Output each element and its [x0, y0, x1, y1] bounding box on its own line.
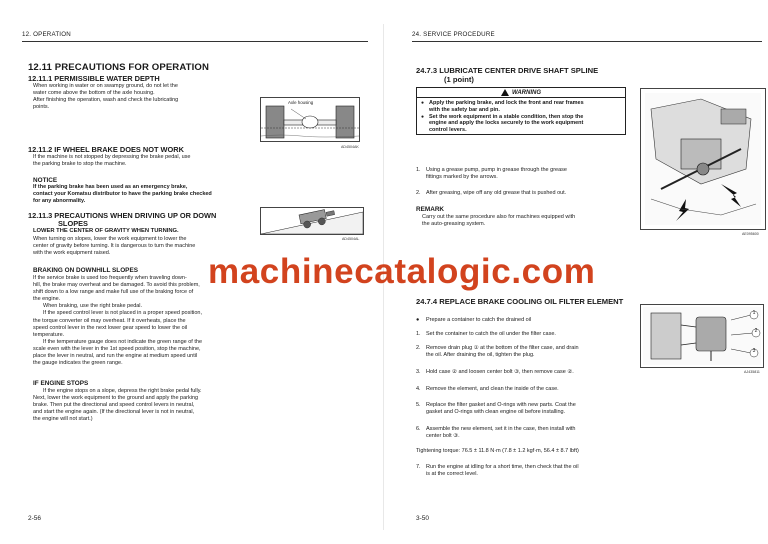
lower-center-title: LOWER THE CENTER OF GRAVITY WHEN TURNING.: [33, 228, 179, 234]
remark-title: REMARK: [416, 206, 445, 213]
figure-code: AJ435811: [744, 370, 760, 374]
lubricate-title-cont: (1 point): [444, 75, 474, 84]
text-line: When braking, use the right brake pedal.: [43, 303, 143, 310]
text-line: If the temperature gauge does not indicate the green range of the: [43, 338, 203, 345]
step-number: 2.: [416, 190, 421, 196]
text-line: with the work equipment raised.: [33, 250, 111, 257]
text-line: points.: [33, 104, 50, 111]
text-line: If the engine stops on a slope, depress the right brake pedal fully.: [43, 388, 202, 394]
bullet-icon: ●: [416, 317, 420, 323]
filter-step-4: [416, 386, 634, 394]
braking-title: BRAKING ON DOWNHILL SLOPES: [33, 267, 138, 274]
notice-title: NOTICE: [33, 177, 58, 184]
wheel-brake-title: 12.11.2 IF WHEEL BRAKE DOES NOT WORK: [28, 145, 184, 154]
slopes-title-cont: SLOPES: [58, 219, 88, 228]
step-text: [426, 190, 634, 197]
warning-item: [429, 114, 621, 134]
text-line: center of gravity before turning. It is dangerous to turn the machine: [33, 243, 196, 250]
step-number: 2.: [416, 345, 421, 351]
warning-item: [429, 100, 621, 114]
text-line: Replace the filter gasket and O-rings with new parts. Coat the: [426, 402, 576, 408]
filter-title: 24.7.4 REPLACE BRAKE COOLING OIL FILTER ELEMENT: [416, 297, 624, 306]
step-text: [426, 426, 634, 440]
filter-step-1: [416, 331, 634, 339]
axle-housing-label: Axle housing: [288, 100, 314, 105]
text-line: speed control lever in the next lower gear speed to lower the oil: [33, 324, 188, 331]
water-depth-title: 12.11.1 PERMISSIBLE WATER DEPTH: [28, 74, 160, 83]
water-depth-text: [33, 83, 258, 111]
wheel-brake-text: [33, 154, 273, 168]
text-line: When working in water or on swampy ground, do not let the: [33, 83, 178, 89]
lubricate-step-2: [416, 190, 634, 199]
figure-code: AD4504AL: [342, 237, 360, 241]
text-line: After finishing the operation, wash and check the lubricating: [33, 97, 179, 104]
text-line: the oil. After draining the oil, tighten the plug.: [426, 352, 535, 359]
text-line: with the safety bar and pin.: [429, 106, 500, 113]
text-line: Using a grease pump, pump in grease through the grease: [426, 167, 567, 173]
text-line: the gauge indicates the green range.: [33, 360, 123, 367]
right-page-header: [412, 28, 762, 42]
left-header-text: 12. OPERATION: [22, 31, 71, 38]
callout-1: 1: [752, 310, 756, 316]
figure-code: AD4504AK: [341, 145, 359, 149]
step-text: [426, 464, 634, 478]
slope-figure: [260, 207, 364, 235]
text-line: If the machine is not stopped by depressing the brake pedal, use: [33, 154, 191, 160]
watermark-text: machinecatalogic.com: [208, 252, 596, 291]
filter-step-3: [416, 369, 634, 377]
text-line: When turning on slopes, lower the work equipment to lower the: [33, 236, 187, 242]
text-line: engine and apply the locks securely to the work equipment: [429, 120, 584, 127]
lubricate-title: 24.7.3 LUBRICATE CENTER DRIVE SHAFT SPLINE: [416, 66, 599, 75]
drive-shaft-drawing: [641, 89, 765, 229]
text-line: Remove the element, and clean the inside of the case.: [426, 386, 559, 392]
filter-figure: [640, 304, 764, 368]
text-line: temperature.: [33, 331, 65, 338]
filter-step-2: [416, 345, 634, 361]
warning-header: [417, 88, 625, 98]
text-line: the engine will not start.): [33, 416, 93, 423]
step-number: 4.: [416, 386, 421, 392]
tightening-torque: Tightening torque: 76.5 ± 11.8 N·m (7.8 ± 1.2 kgf·m, 56.4 ± 8.7 lbft): [416, 448, 579, 454]
step-text: [426, 386, 634, 393]
section-title: 12.11 PRECAUTIONS FOR OPERATION: [28, 62, 209, 73]
filter-step-5: [416, 402, 634, 418]
step-number: 3.: [416, 369, 421, 375]
text-line: center bolt ③.: [426, 433, 460, 440]
step-number: 5.: [416, 402, 421, 408]
notice-text: [33, 184, 278, 205]
text-line: Assemble the new element, set it in the case, then install with: [426, 426, 576, 432]
text-line: place the lever in neutral, and run the engine at medium speed until: [33, 353, 198, 360]
text-line: contact your Komatsu distributor to have the parking brake checked: [33, 191, 212, 198]
callout-3: 3: [752, 348, 756, 354]
text-line: scale even with the lever in the 1st speed position, stop the machine,: [33, 345, 201, 352]
text-line: fittings marked by the arrows.: [426, 174, 498, 181]
text-line: water come above the bottom of the axle housing.: [33, 90, 155, 97]
step-text: [426, 369, 634, 376]
left-page-header: [22, 28, 368, 42]
text-line: After greasing, wipe off any old grease that is pushed out.: [426, 190, 567, 196]
warning-box: [416, 87, 626, 135]
text-line: the torque converter oil may overheat. If it overheats, place the: [33, 317, 186, 324]
figure-code: AE095600: [742, 232, 759, 236]
step-text: [426, 331, 634, 338]
text-line: Remove drain plug ① at the bottom of the filter case, and drain: [426, 345, 579, 351]
text-line: gasket and O-rings with clean engine oil before installing.: [426, 409, 566, 416]
step-number: 7.: [416, 464, 421, 470]
text-line: the parking brake to stop the machine.: [33, 161, 127, 168]
warning-icon: [501, 89, 509, 96]
right-header-text: 24. SERVICE PROCEDURE: [412, 31, 495, 38]
text-line: is at the correct level.: [426, 471, 478, 478]
step-number: 6.: [416, 426, 421, 432]
filter-step-6: [416, 426, 634, 442]
text-line: the engine.: [33, 296, 61, 303]
engine-stops-text: [33, 388, 278, 423]
step-text: [426, 345, 634, 359]
bullet-text: Prepare a container to catch the drained oil: [426, 317, 532, 323]
step-number: 1.: [416, 167, 421, 173]
text-line: Carry out the same procedure also for machines equipped with: [422, 214, 576, 220]
left-page-number: 2-56: [28, 515, 42, 522]
text-line: ● Set the work equipment in a stable condition, then stop the: [429, 113, 584, 120]
text-line: hill, the brake may overheat and be damaged. To avoid this problem,: [33, 282, 200, 289]
text-line: If the service brake is used too frequently when traveling down-: [33, 275, 187, 281]
axle-housing-figure: [260, 97, 360, 142]
lubricate-step-1: [416, 167, 634, 183]
text-line: Next, lower the work equipment to the ground and apply the parking: [33, 395, 199, 402]
remark-text: [422, 214, 637, 228]
text-line: Hold case ② and loosen center bolt ③, then remove case ②.: [426, 369, 574, 375]
warning-body: [417, 98, 625, 136]
step-text: [426, 402, 634, 416]
text-line: Set the container to catch the oil under the filter case.: [426, 331, 556, 337]
filter-step-7: [416, 464, 634, 480]
step-number: 1.: [416, 331, 421, 337]
right-page-number: 3-50: [416, 515, 430, 522]
text-line: shift down to a low range and make full use of the braking force of: [33, 289, 194, 296]
drive-shaft-figure: [640, 88, 766, 230]
text-line: for any abnormality.: [33, 198, 86, 205]
text-line: control levers.: [429, 127, 467, 134]
text-line: the auto-greasing system.: [422, 221, 486, 228]
text-line: brake. Then put the directional and speed control levers in neutral,: [33, 402, 195, 409]
text-line: and start the engine again. (If the directional lever is not in neutral,: [33, 409, 195, 416]
slopes-title: 12.11.3 PRECAUTIONS WHEN DRIVING UP OR DOWN: [28, 211, 217, 220]
callout-2: 2: [754, 328, 758, 334]
text-line: Run the engine at idling for a short time, then check that the oil: [426, 464, 579, 470]
engine-stops-title: IF ENGINE STOPS: [33, 380, 89, 387]
text-line: If the parking brake has been used as an emergency brake,: [33, 184, 188, 190]
prepare-bullet: [416, 317, 626, 325]
filter-drawing: [641, 305, 763, 367]
text-line: If the speed control lever is not placed in a proper speed position,: [43, 310, 202, 317]
text-line: ● Apply the parking brake, and lock the front and rear frames: [429, 100, 584, 106]
warning-label: WARNING: [512, 89, 541, 96]
slope-drawing: [261, 208, 363, 234]
step-text: [426, 167, 634, 181]
